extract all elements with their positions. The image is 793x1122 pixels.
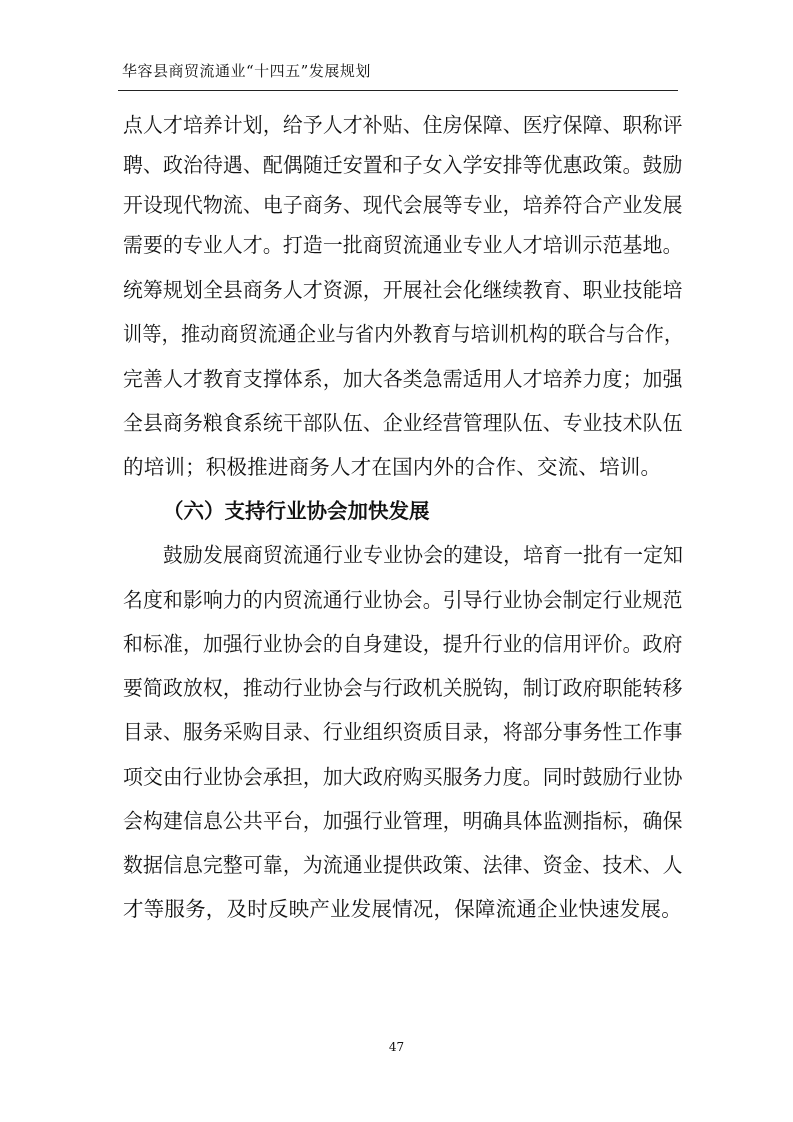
section-heading: （六）支持行业协会加快发展 bbox=[163, 499, 430, 523]
text-line: 才等服务，及时反映产业发展情况，保障流通企业快速发展。 bbox=[123, 897, 682, 921]
running-header: 华容县商贸流通业“十四五”发展规划 bbox=[122, 62, 371, 80]
text-line: 需要的专业人才。打造一批商贸流通业专业人才培训示范基地。 bbox=[123, 233, 683, 257]
page-number: 47 bbox=[388, 1040, 405, 1054]
text-line: 开设现代物流、电子商务、现代会展等专业，培养符合产业发展 bbox=[123, 193, 683, 217]
text-line: 完善人才教育支撑体系，加大各类急需适用人才培养力度；加强 bbox=[123, 367, 683, 391]
text-line: 要简政放权，推动行业协会与行政机关脱钩，制订政府职能转移 bbox=[123, 676, 683, 700]
text-line: 的培训；积极推进商务人才在国内外的合作、交流、培训。 bbox=[123, 455, 662, 479]
text-line: 鼓励发展商贸流通行业专业协会的建设，培育一批有一定知 bbox=[163, 543, 684, 567]
text-line: 点人才培养计划，给予人才补贴、住房保障、医疗保障、职称评 bbox=[123, 113, 683, 137]
text-line: 项交由行业协会承担，加大政府购买服务力度。同时鼓励行业协 bbox=[123, 765, 683, 789]
text-line: 目录、服务采购目录、行业组织资质目录，将部分事务性工作事 bbox=[123, 720, 683, 744]
text-line: 数据信息完整可靠，为流通业提供政策、法律、资金、技术、人 bbox=[123, 853, 683, 877]
text-line: 统筹规划全县商务人才资源，开展社会化继续教育、职业技能培 bbox=[123, 278, 683, 302]
text-line: 训等，推动商贸流通企业与省内外教育与培训机构的联合与合作， bbox=[123, 322, 684, 346]
text-line: 聘、政治待遇、配偶随迁安置和子女入学安排等优惠政策。鼓励 bbox=[123, 153, 683, 177]
text-line: 会构建信息公共平台，加强行业管理，明确具体监测指标，确保 bbox=[123, 809, 683, 833]
text-line: 全县商务粮食系统干部队伍、企业经营管理队伍、专业技术队伍 bbox=[123, 411, 683, 435]
text-line: 和标准，加强行业协会的自身建设，提升行业的信用评价。政府 bbox=[123, 632, 683, 656]
text-line: 名度和影响力的内贸流通行业协会。引导行业协会制定行业规范 bbox=[123, 588, 683, 612]
header-divider bbox=[118, 90, 678, 91]
